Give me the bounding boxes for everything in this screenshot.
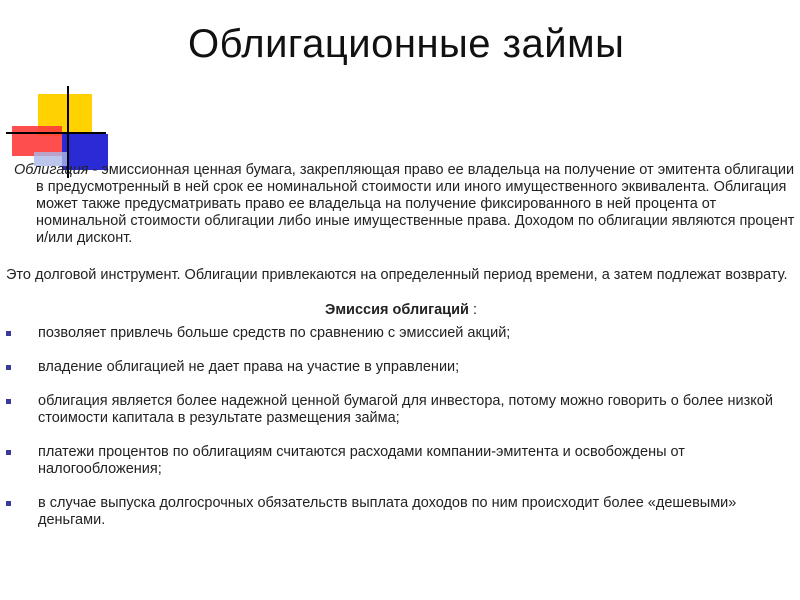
- emission-bullet-list: [6, 325, 796, 529]
- emission-heading: [6, 302, 796, 319]
- debt-paragraph: Это долговой инструмент. Облигации привлекаются на определенный период времени, а затем подлежат возврату.: [6, 267, 788, 283]
- list-item: [6, 495, 796, 529]
- slide-title: Облигационные займы: [188, 22, 625, 66]
- logo-horizontal-line: [6, 132, 106, 134]
- list-item: [6, 444, 796, 478]
- list-item-text: платежи процентов по облигациям считаются расходами компании-эмитента и освобождены от налогообложения;: [38, 444, 685, 477]
- list-item: [6, 359, 796, 376]
- bullet-square-icon: [6, 331, 11, 336]
- bullet-square-icon: [6, 450, 11, 455]
- bullet-square-icon: [6, 399, 11, 404]
- emission-heading-suffix: :: [468, 302, 477, 318]
- emission-heading-label: Эмиссия облигаций: [325, 302, 469, 318]
- list-item-text: облигация является более надежной ценной бумагой для инвестора, потому можно говорить о более низкой стоимости капитала в результате размещения займа;: [38, 393, 773, 426]
- bullet-square-icon: [6, 501, 11, 506]
- slide-content: [6, 162, 796, 546]
- list-item-text: позволяет привлечь больше средств по сравнению с эмиссией акций;: [38, 325, 511, 341]
- list-item-text: в случае выпуска долгосрочных обязательств выплата доходов по ним происходит более «дешевыми» деньгами.: [38, 495, 737, 528]
- list-item: [6, 325, 796, 342]
- bullet-square-icon: [6, 365, 11, 370]
- decorative-logo: [0, 0, 120, 180]
- definition-term: Облигация: [14, 162, 89, 178]
- definition-text: - эмиссионная ценная бумага, закрепляющая право ее владельца на получение от эмитента облигации в предусмотренный в ней срок ее номинальной стоимости или иного имущественного эквивалента. Облигация может также предусматривать право ее владельца на получение фиксированного в ней процента от номинальной стоимости облигации либо иные имущественные права. Доходом по облигации являются процент и/или дисконт.: [36, 162, 795, 246]
- definition-paragraph: [6, 162, 796, 247]
- list-item-text: владение облигацией не дает права на участие в управлении;: [38, 359, 460, 375]
- list-item: [6, 393, 796, 427]
